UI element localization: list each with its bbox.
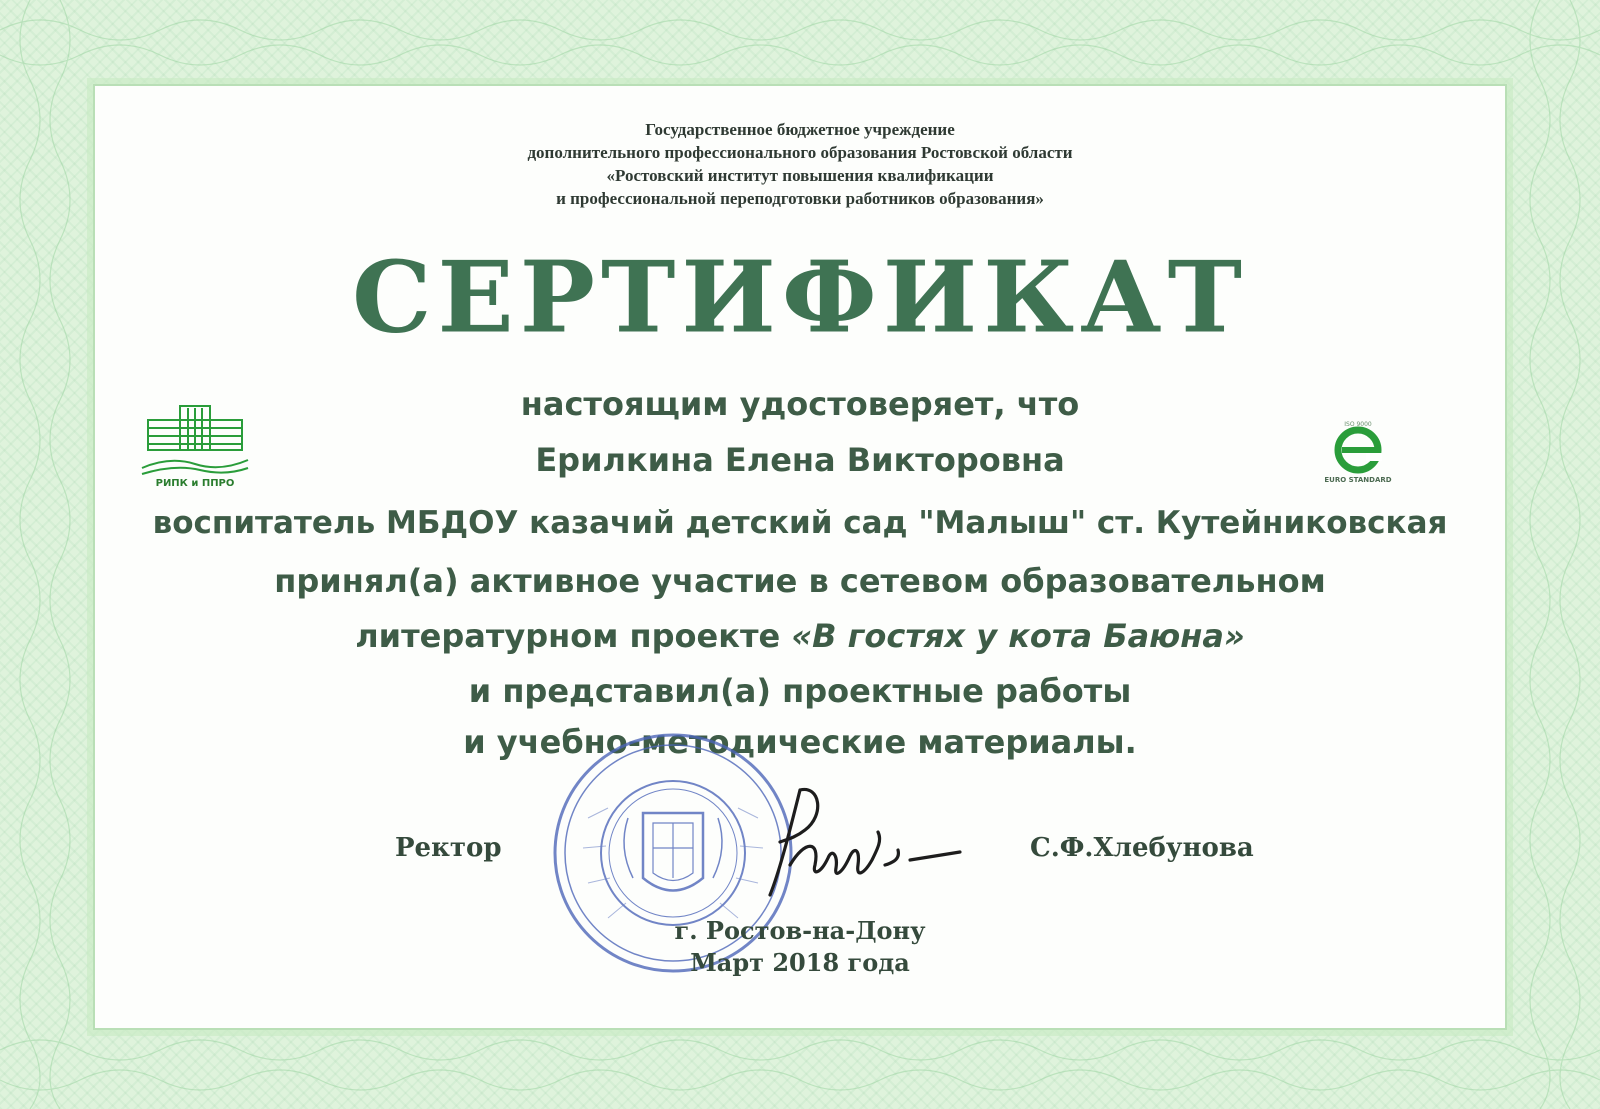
participation-line-2: [0, 617, 1600, 655]
org-line-4: и профессиональной переподготовки работников образования»: [556, 189, 1044, 208]
project-prefix: литературном проекте: [355, 617, 792, 655]
project-name: «В гостях у кота Баюна»: [791, 617, 1245, 655]
participation-line-1: принял(а) активное участие в сетевом образовательном: [274, 562, 1326, 600]
org-line-2: дополнительного профессионального образования Ростовской области: [527, 143, 1073, 162]
signatory-name: С.Ф.Хлебунова: [1030, 833, 1254, 863]
certifies-text: настоящим удостоверяет, что: [520, 385, 1080, 423]
issue-date: Март 2018 года: [690, 948, 910, 977]
certificate-title: СЕРТИФИКАТ: [351, 239, 1249, 355]
iso-label: ISO 9000: [1344, 421, 1372, 428]
rector-signature: [760, 770, 990, 920]
recipient-position: воспитатель МБДОУ казачий детский сад "Малыш" ст. Кутейниковская: [152, 505, 1448, 541]
issue-place: г. Ростов-на-Дону: [674, 916, 926, 945]
participation-line-3: и представил(а) проектные работы: [468, 672, 1132, 710]
ripk-logo-label: РИПК и ППРО: [155, 478, 235, 489]
place-and-date: [0, 915, 1600, 979]
org-line-3: «Ростовский институт повышения квалификации: [606, 166, 994, 185]
participation-line-4: и учебно-методические материалы.: [463, 723, 1137, 761]
org-line-1: Государственное бюджетное учреждение: [645, 120, 955, 139]
euro-standard-label: EURO STANDARD: [1324, 476, 1392, 484]
organization-header: [0, 118, 1600, 210]
recipient-name: Ерилкина Елена Викторовна: [535, 441, 1065, 479]
signatory-role: Ректор: [395, 833, 502, 863]
